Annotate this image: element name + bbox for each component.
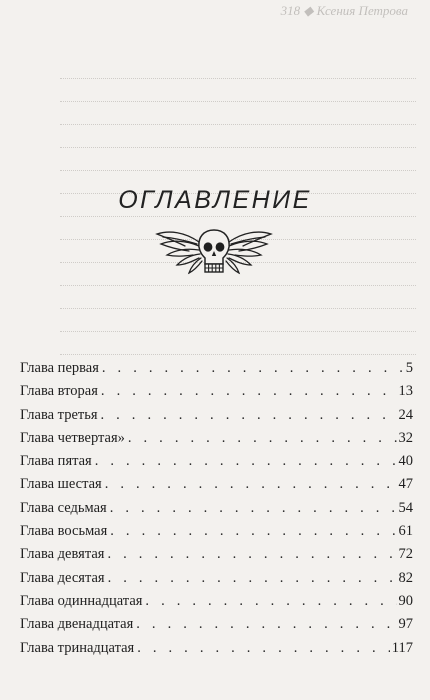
toc-page-number: 82 (398, 569, 413, 586)
toc-entry-2[interactable] (20, 380, 413, 403)
ghost-line (60, 148, 416, 171)
toc-page-number: 24 (398, 406, 413, 423)
toc-entry-8[interactable] (20, 520, 413, 543)
page-title: ОГЛАВЛЕНИЕ (118, 186, 312, 214)
toc-entry-7[interactable] (20, 497, 413, 520)
toc-dot-leader (108, 567, 397, 590)
toc-chapter-title: Глава десятая (20, 569, 105, 586)
toc-dot-leader (107, 543, 396, 566)
toc-chapter-title: Глава четвертая» (20, 429, 125, 446)
toc-chapter-title: Глава девятая (20, 546, 105, 563)
toc-chapter-title: Глава первая (20, 360, 99, 376)
toc-page-number: 32 (398, 429, 413, 446)
toc-dot-leader (101, 404, 397, 427)
ghost-line (60, 286, 416, 309)
toc-page-number: 54 (398, 499, 413, 516)
toc-page-number: 90 (398, 592, 413, 609)
toc-entry-5[interactable] (20, 450, 413, 473)
ghost-line (60, 309, 416, 332)
toc-chapter-title: Глава пятая (20, 453, 92, 470)
toc-page-number: 117 (391, 639, 413, 656)
toc-chapter-title: Глава шестая (20, 476, 102, 493)
toc-chapter-title: Глава одиннадцатая (20, 592, 143, 609)
toc-dot-leader (136, 613, 396, 636)
toc-chapter-title: Глава седьмая (20, 499, 107, 516)
toc-entry-12[interactable] (20, 613, 413, 636)
toc-page-number: 47 (398, 476, 413, 493)
ghost-line (60, 102, 416, 125)
toc-dot-leader (145, 590, 396, 613)
toc-dot-leader (102, 357, 404, 380)
toc-dot-leader (105, 473, 397, 496)
toc-page-number: 13 (398, 383, 413, 400)
toc-entry-11[interactable] (20, 590, 413, 613)
toc-dot-leader (95, 450, 397, 473)
ghost-line (60, 332, 416, 355)
toc-chapter-title: Глава вторая (20, 383, 98, 400)
toc-chapter-title: Глава восьмая (20, 523, 108, 540)
toc-page-number: 5 (405, 360, 413, 376)
toc-dot-leader (110, 497, 397, 520)
toc-chapter-title: Глава тринадцатая (20, 639, 135, 656)
toc-dot-leader (137, 637, 390, 660)
toc-dot-leader (128, 427, 397, 450)
toc-entry-13[interactable] (20, 637, 413, 660)
ghost-line (60, 56, 416, 79)
toc-page-number: 40 (398, 453, 413, 470)
toc-page-number: 97 (398, 616, 413, 633)
toc-dot-leader (101, 380, 397, 403)
toc-entry-1[interactable] (20, 357, 413, 380)
toc-page-number: 61 (398, 523, 413, 540)
table-of-contents (20, 357, 413, 660)
ghost-header: 318 ◆ Ксения Петрова (280, 3, 408, 18)
winged-skull-icon (155, 220, 273, 278)
toc-chapter-title: Глава третья (20, 406, 98, 423)
toc-entry-10[interactable] (20, 567, 413, 590)
toc-chapter-title: Глава двенадцатая (20, 616, 134, 633)
ghost-line (60, 79, 416, 102)
ghost-line (60, 125, 416, 148)
toc-entry-6[interactable] (20, 473, 413, 496)
toc-page-number: 72 (398, 546, 413, 563)
toc-entry-9[interactable] (20, 543, 413, 566)
toc-dot-leader (110, 520, 396, 543)
toc-entry-3[interactable] (20, 404, 413, 427)
toc-entry-4[interactable] (20, 427, 413, 450)
